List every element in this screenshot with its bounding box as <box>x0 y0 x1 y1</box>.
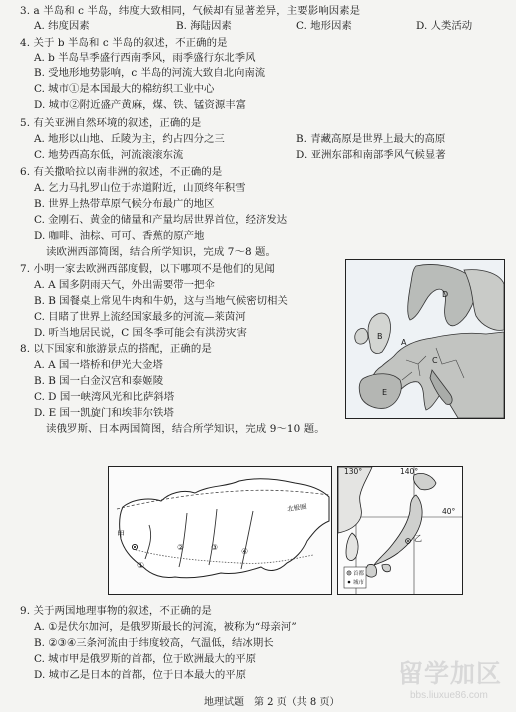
q9-option-d: D. 城市乙是日本的首都，位于日本最大的平原 <box>34 669 246 681</box>
q8-option-d: D. E 国一凯旋门和埃菲尔铁塔 <box>34 407 174 419</box>
q6-stem: 6. 有关撒哈拉以南非洲的叙述，不正确的是 <box>20 166 223 178</box>
q4-option-d: D. 城市②附近盛产黄麻，煤、铁、锰资源丰富 <box>34 99 246 111</box>
intro-9-10: 读俄罗斯、日本两国简图，结合所学知识，完成 9～10 题。 <box>46 423 325 435</box>
q8-option-a: A. A 国一塔桥和伊光大金塔 <box>34 359 163 371</box>
q4-option-c: C. 城市①是本国最大的棉纺织工业中心 <box>34 83 215 95</box>
russia-map-drawing <box>109 467 331 594</box>
europe-label-c: C <box>432 356 438 365</box>
q6-option-a: A. 乞力马扎罗山位于赤道附近，山顶终年积雪 <box>34 182 246 194</box>
intro-7-8: 读欧洲西部简图，结合所学知识，完成 7～8 题。 <box>46 246 277 258</box>
q3-option-a: A. 纬度因素 <box>34 20 90 32</box>
q8-option-b: B. B 国一白金汉宫和泰姬陵 <box>34 375 164 387</box>
q8-stem: 8. 以下国家和旅游景点的搭配，正确的是 <box>20 343 212 355</box>
q7-option-c: C. 目睹了世界上流经国家最多的河流—莱茵河 <box>34 311 246 323</box>
europe-map-drawing <box>346 260 504 418</box>
europe-label-d: D <box>442 290 449 299</box>
russia-label-arctic-circle: 北极圈 <box>286 502 308 514</box>
europe-label-a: A <box>401 338 407 347</box>
japan-legend-city: 城市 <box>353 580 365 586</box>
q6-option-d: D. 咖啡、油棕、可可、香蕉的原产地 <box>34 230 205 242</box>
q7-option-a: A. A 国多阴雨天气，外出需要带一把伞 <box>34 279 215 291</box>
q3-option-c: C. 地形因素 <box>296 20 352 32</box>
page-footer: 地理试题 第 2 页（共 8 页） <box>204 697 340 708</box>
japan-lon-140: 140° <box>400 467 419 476</box>
russia-label-river-1: ① <box>137 561 145 570</box>
q4-stem: 4. 关于 b 半岛和 c 半岛的叙述，不正确的是 <box>20 37 228 49</box>
q7-option-d: D. 听当地居民说，C 国冬季可能会有洪涝灾害 <box>34 327 247 339</box>
russia-label-capital: 甲 <box>117 530 125 539</box>
q5-option-a: A. 地形以山地、丘陵为主，约占四分之三 <box>34 133 225 145</box>
europe-label-e: E <box>382 388 388 397</box>
q3-option-b: B. 海陆因素 <box>176 20 232 32</box>
q7-option-b: B. B 国餐桌上常见牛肉和牛奶，这与当地气候密切相关 <box>34 295 288 307</box>
q4-option-b: B. 受地形地势影响，c 半岛的河流大致自北向南流 <box>34 67 266 79</box>
q5-option-c: C. 地势西高东低，河流滚滚东流 <box>34 149 184 161</box>
russia-label-river-4: ④ <box>241 547 249 556</box>
q3-stem: 3. a 半岛和 c 半岛，纬度大致相同，气候却有显著差异，主要影响因素是 <box>20 5 361 17</box>
q6-option-c: C. 金刚石、黄金的储量和产量均居世界首位，经济发达 <box>34 214 288 226</box>
russia-map <box>108 466 332 595</box>
watermark-url: bbs.liuxue86.com <box>410 690 488 701</box>
russia-label-river-3: ③ <box>211 543 219 552</box>
q5-stem: 5. 有关亚洲自然环境的叙述，正确的是 <box>20 117 202 129</box>
q7-stem: 7. 小明一家去欧洲西部度假，以下哪项不是他们的见闻 <box>20 263 275 275</box>
q5-option-d: D. 亚洲东部和南部季风气候显著 <box>296 149 446 161</box>
q9-stem: 9. 关于两国地理事物的叙述，不正确的是 <box>20 605 212 617</box>
q5-option-b: B. 青藏高原是世界上最大的高原 <box>296 133 446 145</box>
q3-option-d: D. 人类活动 <box>416 20 473 32</box>
russia-label-river-2: ② <box>177 543 185 552</box>
japan-lat-40: 40° <box>442 507 456 516</box>
europe-label-b: B <box>377 332 383 341</box>
japan-city-label: 乙 <box>414 534 422 543</box>
q9-option-b: B. ②③④三条河流由于纬度较高，气温低，结冰期长 <box>34 637 274 649</box>
europe-map <box>345 259 505 419</box>
q8-option-c: C. D 国一峡湾风光和比萨斜塔 <box>34 391 175 403</box>
q9-option-c: C. 城市甲是俄罗斯的首都，位于欧洲最大的平原 <box>34 653 256 665</box>
japan-legend-capital: 首都 <box>353 571 365 577</box>
q6-option-b: B. 世界上热带草原气候分布最广的地区 <box>34 198 215 210</box>
japan-map <box>337 466 463 595</box>
q4-option-a: A. b 半岛旱季盛行西南季风，雨季盛行东北季风 <box>34 52 256 64</box>
q9-option-a: A. ①是伏尔加河，是俄罗斯最长的河流，被称为“母亲河” <box>34 621 297 633</box>
japan-lon-130: 130° <box>344 467 363 476</box>
watermark-logo: 留学加区 <box>398 659 503 688</box>
